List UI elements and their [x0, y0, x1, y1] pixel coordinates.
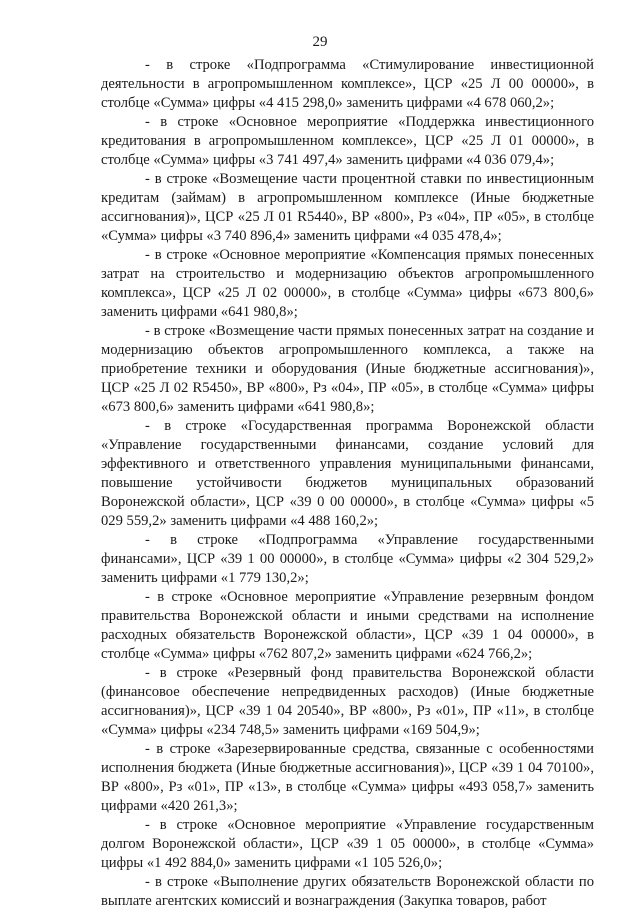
paragraph: - в строке «Зарезервированные средства, связанные с особенностями исполнения бюджета (Иные бюджетные ассигнования)», ЦСР «39 1 04 70100», ВР «800», Рз «01», ПР «13», в столбце «Сумма» цифры «493 058,7» заменить цифрами «420 261,3»; [101, 741, 594, 814]
paragraph: - в строке «Подпрограмма «Стимулирование инвестиционной деятельности в агропромышленном комплексе», ЦСР «25 Л 00 00000», в столбце «Сумма» цифры «4 415 298,0» заменить цифрами «4 678 060,2»; [101, 57, 594, 111]
paragraph: - в строке «Основное мероприятие «Поддержка инвестиционного кредитования в агропромышленном комплексе», ЦСР «25 Л 01 00000», в столбце «Сумма» цифры «3 741 497,4» заменить цифрами «4 036 079,4»; [101, 114, 594, 168]
paragraph: - в строке «Резервный фонд правительства Воронежской области (финансовое обеспечение непредвиденных расходов) (Иные бюджетные ассигнования)», ЦСР «39 1 04 20540», ВР «800», Рз «01», ПР «11», в столбце «Сумма» цифры «234 748,5» заменить цифрами «169 504,9»; [101, 665, 594, 738]
page-number: 29 [312, 34, 328, 50]
paragraph: - в строке «Выполнение других обязательств Воронежской области по выплате агентских комиссий и вознаграждения (Закупка товаров, работ [101, 874, 594, 909]
paragraph: - в строке «Возмещение части процентной ставки по инвестиционным кредитам (займам) в агропромышленном комплексе (Иные бюджетные ассигнования)», ЦСР «25 Л 01 R5440», ВР «800», Рз «04», ПР «05», в столбце «Сумма» цифры «3 740 896,4» заменить цифрами «4 035 478,4»; [101, 171, 594, 244]
paragraph: - в строке «Государственная программа Воронежской области «Управление государственными финансами, создание условий для эффективного и ответственного управления муниципальными финансами, повышение устойчивости бюджетов муниципальных образований Воронежской области», ЦСР «39 0 00 00000», в столбце «Сумма» цифры «5 029 559,2» заменить цифрами «4 488 160,2»; [101, 418, 594, 529]
paragraph: - в строке «Основное мероприятие «Управление резервным фондом правительства Воронежской области и иными средствами на исполнение расходных обязательств Воронежской области», ЦСР «39 1 04 00000», в столбце «Сумма» цифры «762 807,2» заменить цифрами «624 766,2»; [101, 589, 594, 662]
paragraph: - в строке «Возмещение части прямых понесенных затрат на создание и модернизацию объектов агропромышленного комплекса, а также на приобретение техники и оборудования (Иные бюджетные ассигнования)», ЦСР «25 Л 02 R5450», ВР «800», Рз «04», ПР «05», в столбце «Сумма» цифры «673 800,6» заменить цифрами «641 980,8»; [101, 323, 594, 415]
paragraph: - в строке «Подпрограмма «Управление государственными финансами», ЦСР «39 1 00 00000», в столбце «Сумма» цифры «2 304 529,2» заменить цифрами «1 779 130,2»; [101, 532, 594, 586]
paragraph: - в строке «Основное мероприятие «Компенсация прямых понесенных затрат на строительство и модернизацию объектов агропромышленного комплекса», ЦСР «25 Л 02 00000», в столбце «Сумма» цифры «673 800,6» заменить цифрами «641 980,8»; [101, 247, 594, 320]
document-body [101, 56, 594, 911]
paragraph: - в строке «Основное мероприятие «Управление государственным долгом Воронежской области», ЦСР «39 1 05 00000», в столбце «Сумма» цифры «1 492 884,0» заменить цифрами «1 105 526,0»; [101, 817, 594, 871]
